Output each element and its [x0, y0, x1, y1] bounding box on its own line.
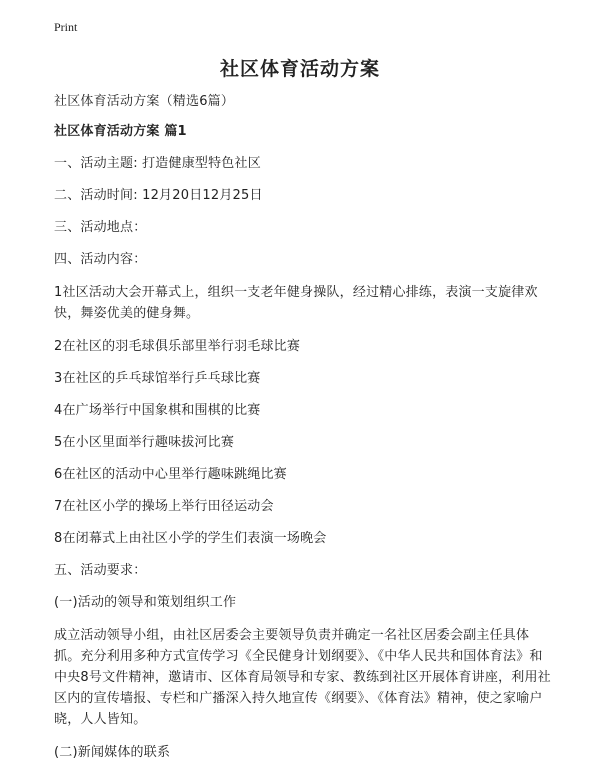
paragraph-subheading: (一)活动的领导和策划组织工作 — [54, 595, 237, 610]
paragraph-item: 6在社区的活动中心里举行趣味跳绳比赛 — [54, 467, 287, 482]
paragraph-time: 二、活动时间: 12月20日12月25日 — [54, 188, 263, 203]
document-title: 社区体育活动方案 — [219, 58, 380, 80]
paragraph-item: 7在社区小学的操场上举行田径运动会 — [54, 499, 274, 514]
paragraph-item: 5在小区里面举行趣味拔河比赛 — [54, 435, 235, 450]
paragraph-requirements-heading: 五、活动要求： — [54, 563, 147, 578]
paragraph-item: 1社区活动大会开幕式上，组织一支老年健身操队，经过精心排练，表演一支旋律欢快，舞姿优美的健身舞。 — [54, 285, 538, 321]
paragraph-subheading: (二)新闻媒体的联系 — [54, 745, 171, 760]
paragraph-item: 4在广场举行中国象棋和围棋的比赛 — [54, 403, 261, 418]
paragraph-item: 8在闭幕式上由社区小学的学生们表演一场晚会 — [54, 531, 327, 546]
paragraph-location: 三、活动地点： — [54, 220, 147, 235]
paragraph-item: 3在社区的乒乓球馆举行乒乓球比赛 — [54, 371, 261, 386]
print-link[interactable]: Print — [54, 20, 78, 34]
section-heading: 社区体育活动方案 篇1 — [54, 124, 187, 139]
document-subtitle: 社区体育活动方案（精选6篇） — [54, 94, 235, 109]
document-body — [54, 92, 554, 775]
paragraph-content-heading: 四、活动内容： — [54, 252, 147, 267]
paragraph-theme: 一、活动主题: 打造健康型特色社区 — [54, 156, 261, 171]
paragraph-body: 成立活动领导小组，由社区居委会主要领导负责并确定一名社区居委会副主任具体抓。充分利用多种方式宣传学习《全民健身计划纲要》、《中华人民共和国体育法》和中央8号文件精神，邀请市、区体育局领导和专家、教练到社区开展体育讲座，利用社区内的宣传墙报、专栏和广播深入持久地宣传《纲要》、《体育法》精神，使之家喻户晓，人人皆知。 — [54, 628, 551, 727]
paragraph-item: 2在社区的羽毛球俱乐部里举行羽毛球比赛 — [54, 339, 301, 354]
